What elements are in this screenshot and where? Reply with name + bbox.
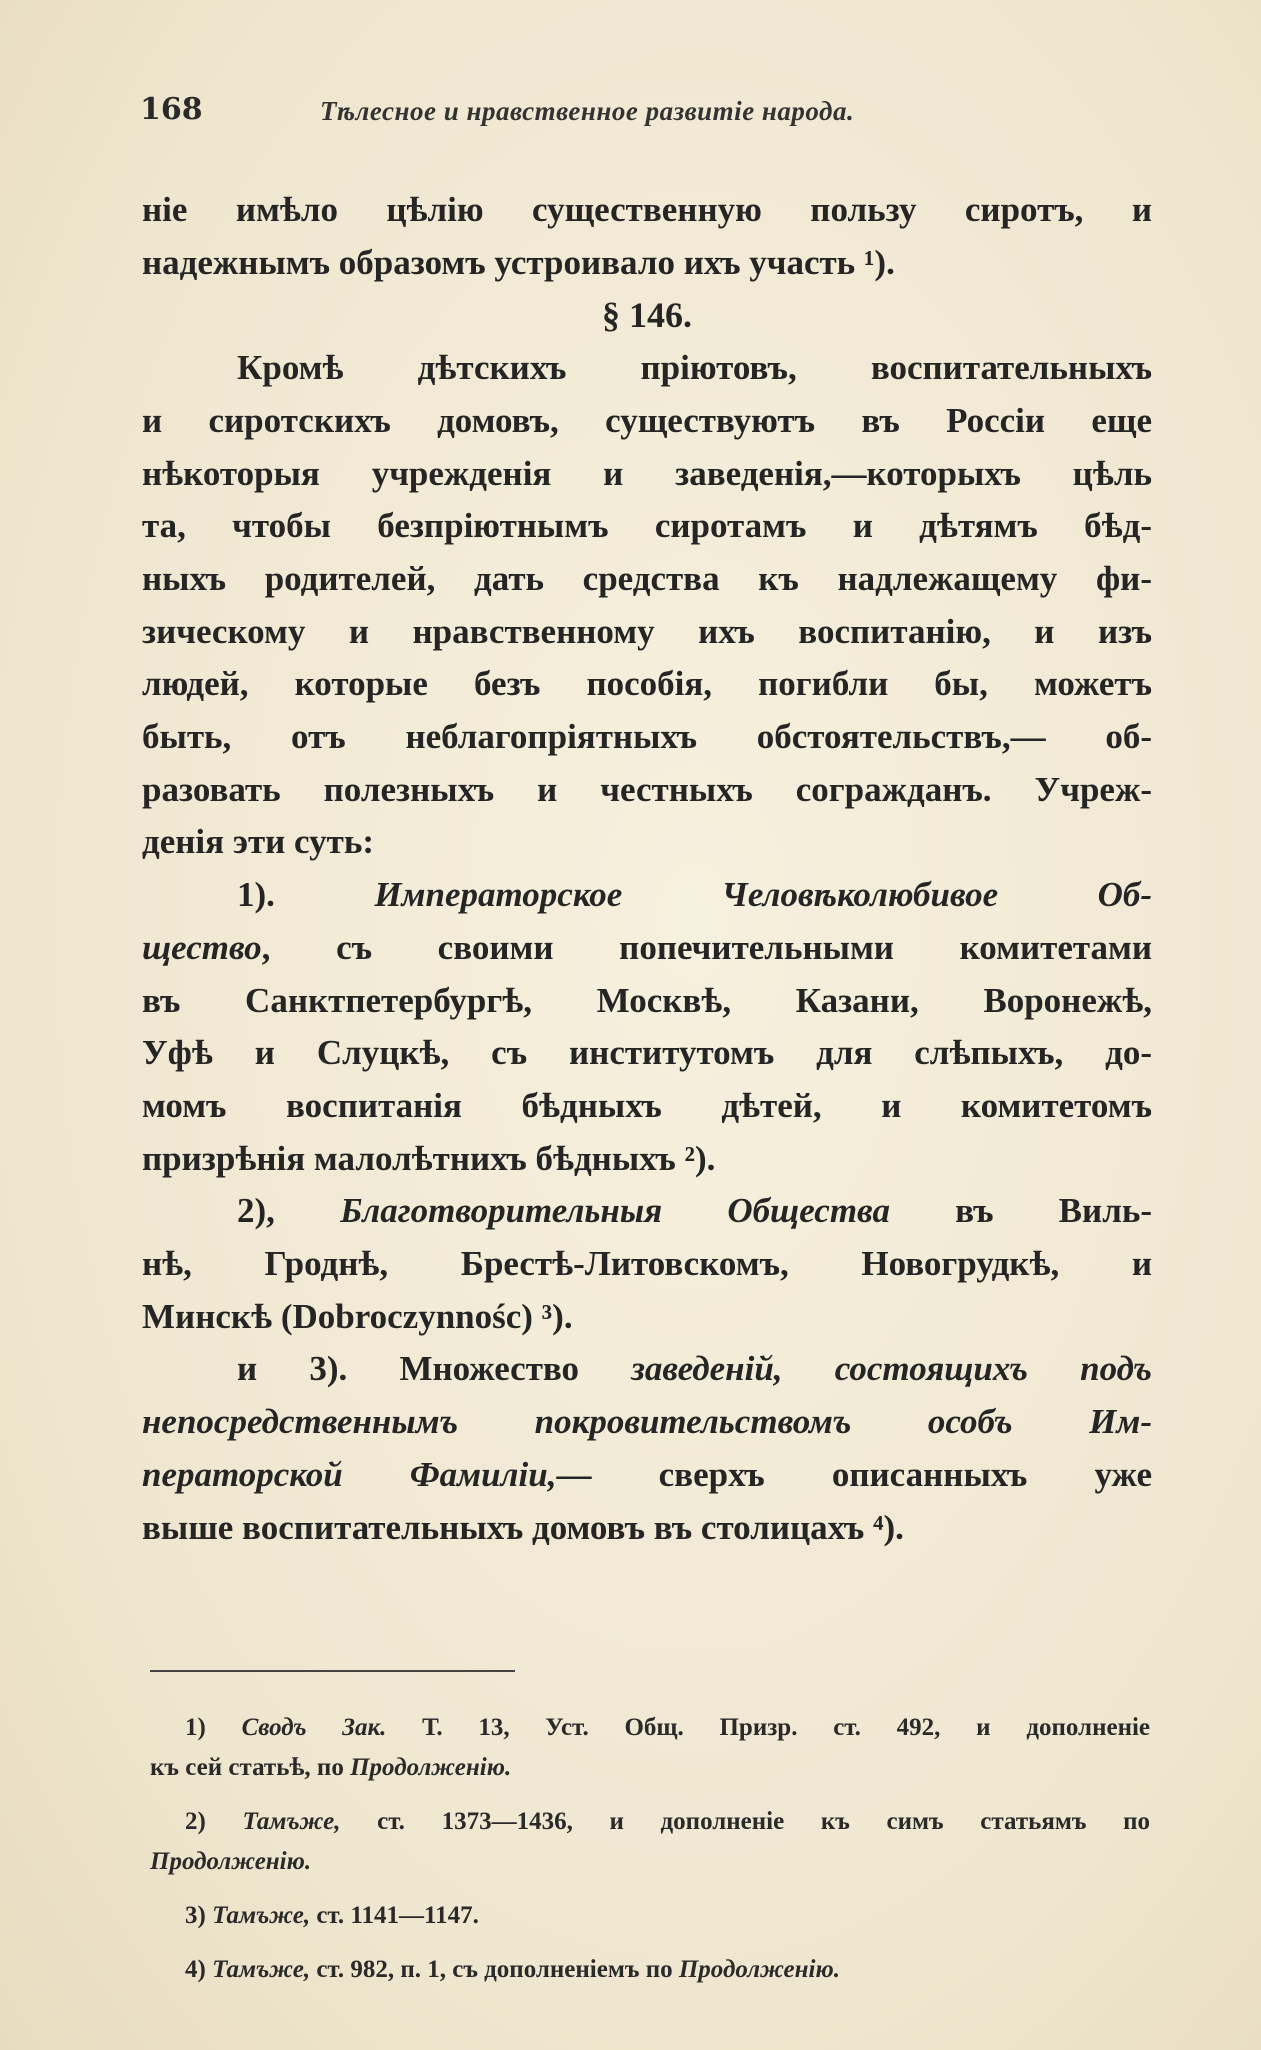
list-item-2 [142,1185,1152,1238]
text-line: непосредственнымъ покровительствомъ особъ Им- [142,1402,1152,1442]
institution-name: щество [142,927,262,967]
institution-name: заведеній, состоящихъ подъ [631,1349,1152,1389]
list-number: и 3). [237,1349,348,1389]
text-line: та, чтобы безпріютнымъ сиротамъ и дѣтямъ бѣд- [142,506,1152,546]
text-line: Уфѣ и Слуцкѣ, съ институтомъ для слѣпыхъ, до- [142,1033,1152,1073]
footnote-source: Продолженію. [350,1754,512,1781]
footnote-2 [150,1802,1151,1882]
text-line: денія эти суть: [142,822,374,862]
text-fragment: ст. 1373—1436, и дополненіе къ симъ статьямъ по [340,1808,1151,1835]
footnote-line [185,1896,1150,1936]
text-fragment: ст. 1141—1147. [310,1902,479,1929]
footnote-line: Продолженію. [150,1848,312,1875]
text-fragment: ст. 982, п. 1, съ дополненіемъ по [310,1956,679,1983]
list-item-1 [142,869,1152,922]
footnote-3 [185,1896,1150,1936]
institution-name: ператорской Фамиліи, [142,1454,557,1494]
page-number: 168 [140,92,203,127]
footnote-number: 2) [185,1808,206,1835]
text-line: разовать полезныхъ и честныхъ согражданъ. Учреж- [142,769,1152,809]
footnote-source: Тамъже, [242,1808,341,1835]
text-line: призрѣнія малолѣтнихъ бѣдныхъ ²). [142,1138,716,1178]
footnote-number: 3) [185,1902,206,1929]
text-line: выше воспитательныхъ домовъ въ столицахъ ⁴). [142,1507,904,1547]
text-line: нѣ, Гроднѣ, Брестѣ-Литовскомъ, Новогрудкѣ, и [142,1244,1152,1284]
footnote-line [185,1802,1150,1842]
text-line: ныхъ родителей, дать средства къ надлежащему фи- [142,558,1152,598]
footnote-1 [150,1708,1151,1788]
text-line [142,1449,1152,1502]
footnote-source: Продолженію. [678,1956,840,1983]
text-fragment: — сверхъ описанныхъ уже [556,1454,1153,1494]
text-line: надежнымъ образомъ устроивало ихъ участь ¹). [142,242,895,282]
text-line: Кромѣ дѣтскихъ пріютовъ, воспитательныхъ [237,348,1152,388]
footnote-source: Сводъ Зак. [241,1714,387,1741]
footnote-source: Тамъже, [212,1956,311,1983]
text-line: момъ воспитанія бѣдныхъ дѣтей, и комитетомъ [142,1085,1152,1125]
text-fragment: къ сей статьѣ, по [150,1754,351,1781]
footnote-separator [150,1670,515,1672]
body-text [142,184,1152,1554]
text-line: нѣкоторыя учрежденія и заведенія,—которыхъ цѣль [142,453,1152,493]
footnote-line [150,1748,1150,1788]
text-fragment: Т. 13, Уст. Общ. Призр. ст. 492, и дополненіе [386,1714,1151,1741]
list-number: 1). [237,875,275,915]
text-line [142,922,1152,975]
footnote-number: 1) [185,1714,206,1741]
text-line: Минскѣ (Dobroczynnośc) ³). [142,1296,573,1336]
text-line: въ Санктпетербургѣ, Москвѣ, Казани, Воронежѣ, [142,980,1152,1020]
list-item-3 [142,1343,1152,1396]
institution-name: Благотворительныя Общества [340,1191,890,1231]
text-fragment: , съ своими попечительными комитетами [261,927,1152,967]
text-fragment: Множество [347,1349,632,1389]
footnote-line [185,1950,1150,1990]
page-header [140,92,1140,142]
footnote-line [185,1708,1150,1748]
running-title: Тѣлесное и нравственное развитіе народа. [320,96,855,126]
footnote-source: Тамъже, [212,1902,311,1929]
section-heading: § 146. [602,295,692,336]
list-number: 2), [237,1191,275,1231]
text-fragment: въ Виль- [889,1191,1152,1231]
footnotes [150,1708,1151,2004]
institution-name: Императорское Человѣколюбивое Об- [374,875,1153,915]
footnote-4 [185,1950,1150,1990]
text-line: быть, отъ неблагопріятныхъ обстоятельствъ,— об- [142,717,1152,757]
text-line: зическому и нравственному ихъ воспитанію, и изъ [142,611,1152,651]
text-line: и сиротскихъ домовъ, существуютъ въ Россіи еще [142,400,1152,440]
text-line: людей, которые безъ пособія, погибли бы, можетъ [142,664,1152,704]
footnote-number: 4) [185,1956,206,1983]
text-line: ніе имѣло цѣлію существенную пользу сиротъ, и [142,190,1152,229]
